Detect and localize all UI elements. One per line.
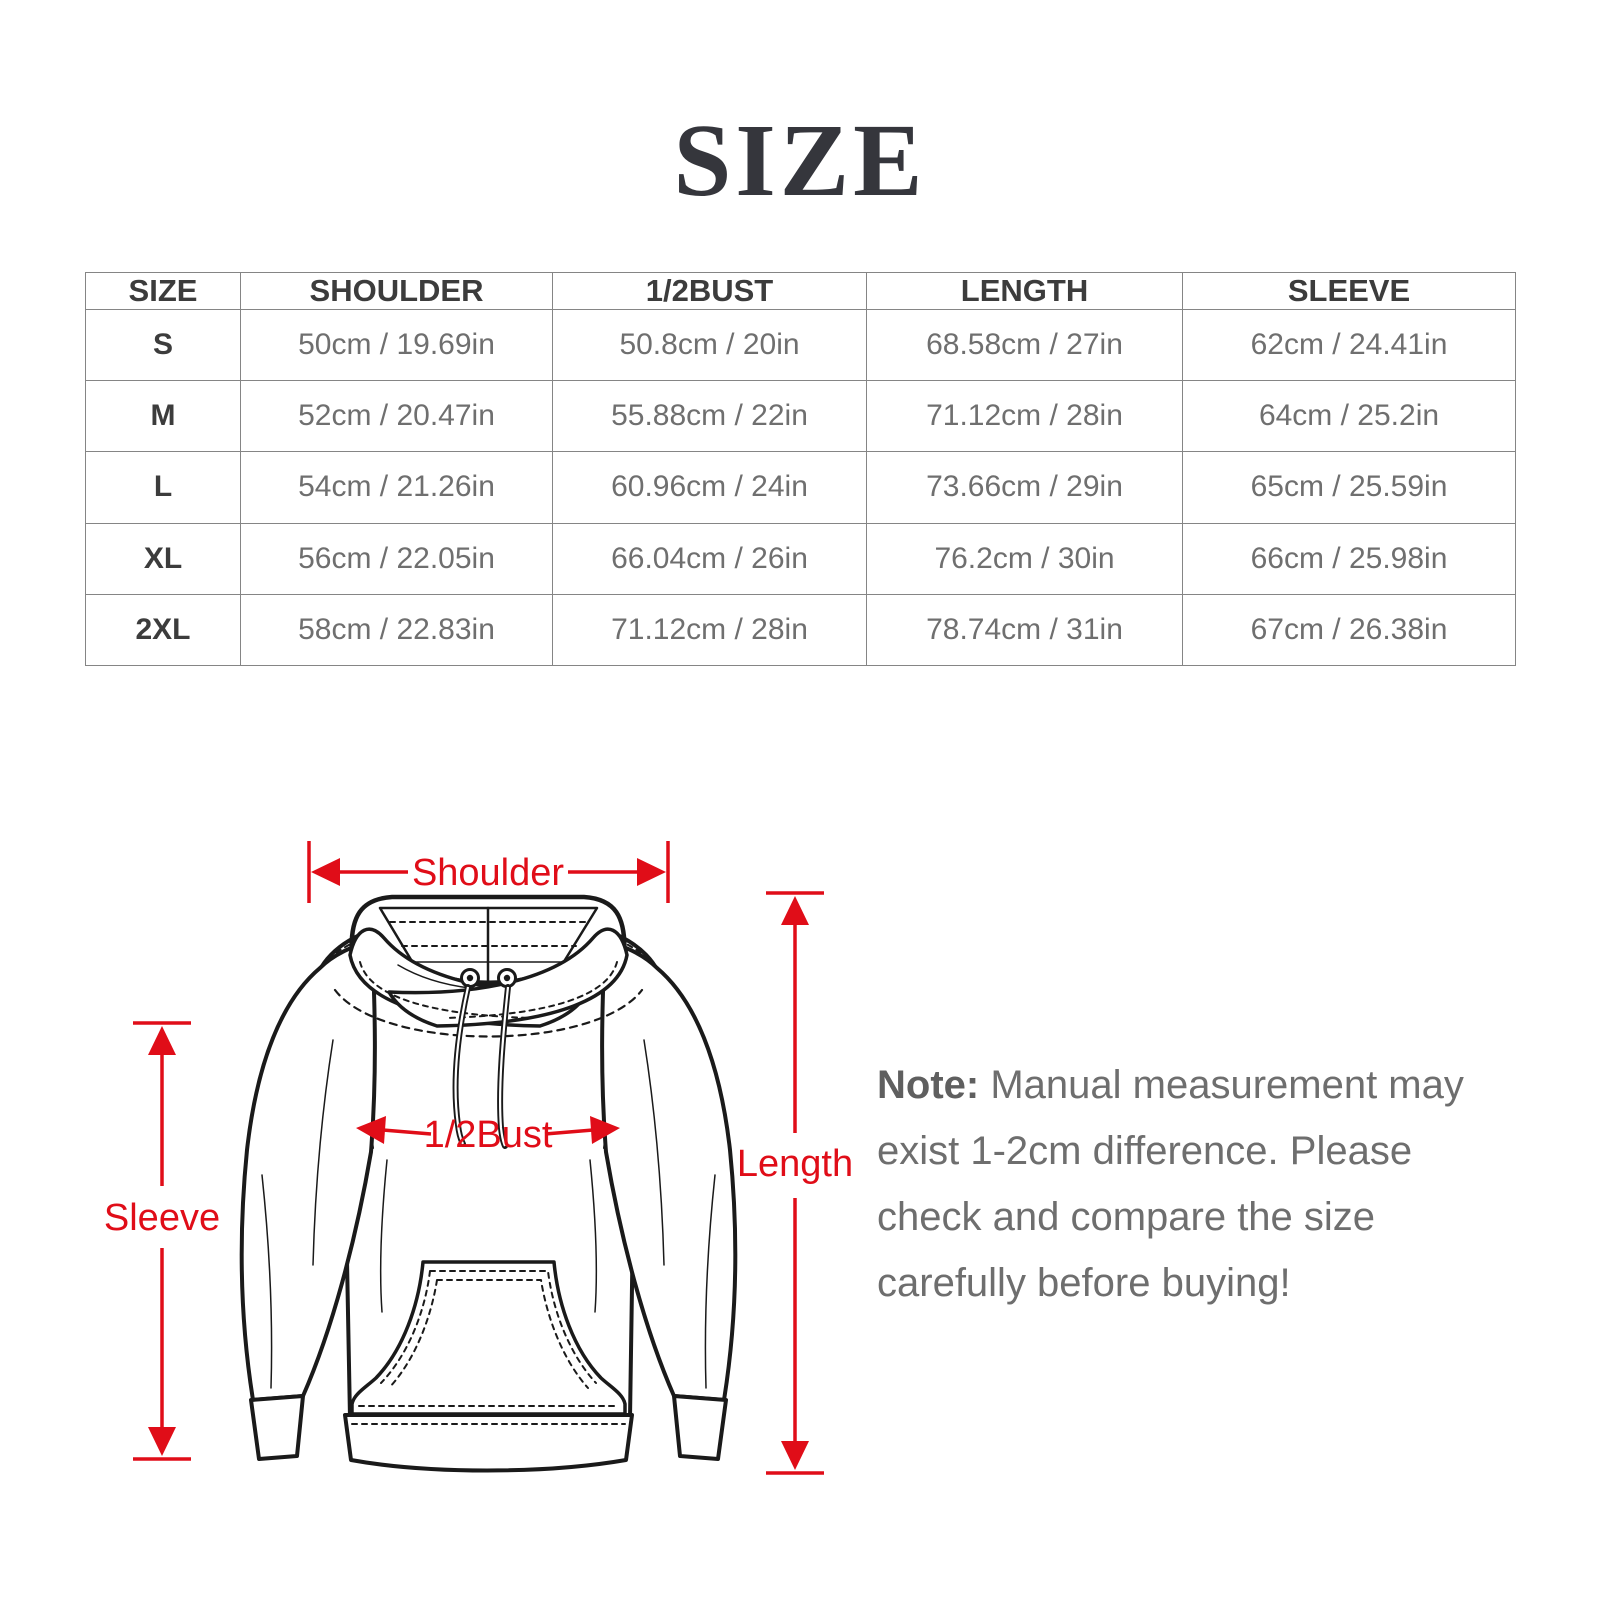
cell-shoulder: 56cm / 22.05in <box>241 523 553 594</box>
cell-size: XL <box>86 523 241 594</box>
table-row <box>86 523 1516 594</box>
cell-shoulder: 52cm / 20.47in <box>241 381 553 452</box>
cell-length: 76.2cm / 30in <box>867 523 1183 594</box>
hem-band <box>345 1415 632 1471</box>
cell-length: 68.58cm / 27in <box>867 310 1183 381</box>
table-header-row <box>86 273 1516 310</box>
cell-size: 2XL <box>86 594 241 665</box>
cuff-left <box>251 1396 303 1459</box>
cell-sleeve: 67cm / 26.38in <box>1183 594 1516 665</box>
size-table <box>85 272 1516 666</box>
cell-sleeve: 64cm / 25.2in <box>1183 381 1516 452</box>
halfbust-label: 1/2Bust <box>423 1114 553 1156</box>
hoodie-measurement-diagram <box>100 828 860 1532</box>
grommet-left <box>462 970 479 987</box>
cell-size: M <box>86 381 241 452</box>
cell-halfbust: 71.12cm / 28in <box>553 594 867 665</box>
table-row <box>86 310 1516 381</box>
col-header-size: SIZE <box>86 273 241 310</box>
hoodie-drawing <box>242 897 735 1471</box>
shoulder-arrow <box>309 841 668 903</box>
note-prefix: Note: <box>877 1063 980 1107</box>
table-row <box>86 381 1516 452</box>
cell-halfbust: 50.8cm / 20in <box>553 310 867 381</box>
length-label: Length <box>736 1143 854 1185</box>
col-header-length: LENGTH <box>867 273 1183 310</box>
cell-halfbust: 66.04cm / 26in <box>553 523 867 594</box>
shoulder-label: Shoulder <box>411 852 565 894</box>
cell-sleeve: 66cm / 25.98in <box>1183 523 1516 594</box>
note-body: Manual measurement may exist 1-2cm difference. Please check and compare the size carefully before buying! <box>877 1063 1464 1305</box>
sleeve-arrow <box>104 1023 220 1459</box>
page-title: SIZE <box>673 103 927 218</box>
note-text <box>877 1052 1487 1316</box>
cell-length: 71.12cm / 28in <box>867 381 1183 452</box>
grommet-right <box>499 970 516 987</box>
cuff-right <box>674 1396 726 1459</box>
cell-size: S <box>86 310 241 381</box>
cell-halfbust: 55.88cm / 22in <box>553 381 867 452</box>
cell-length: 73.66cm / 29in <box>867 452 1183 523</box>
table-row <box>86 452 1516 523</box>
cell-sleeve: 62cm / 24.41in <box>1183 310 1516 381</box>
size-table-container <box>85 272 1515 666</box>
cell-size: L <box>86 452 241 523</box>
col-header-sleeve: SLEEVE <box>1183 273 1516 310</box>
cell-sleeve: 65cm / 25.59in <box>1183 452 1516 523</box>
cell-shoulder: 50cm / 19.69in <box>241 310 553 381</box>
cell-shoulder: 54cm / 21.26in <box>241 452 553 523</box>
table-row <box>86 594 1516 665</box>
cell-shoulder: 58cm / 22.83in <box>241 594 553 665</box>
cell-halfbust: 60.96cm / 24in <box>553 452 867 523</box>
length-arrow <box>737 893 853 1473</box>
sleeve-label: Sleeve <box>103 1197 221 1239</box>
col-header-shoulder: SHOULDER <box>241 273 553 310</box>
col-header-halfbust: 1/2BUST <box>553 273 867 310</box>
cell-length: 78.74cm / 31in <box>867 594 1183 665</box>
